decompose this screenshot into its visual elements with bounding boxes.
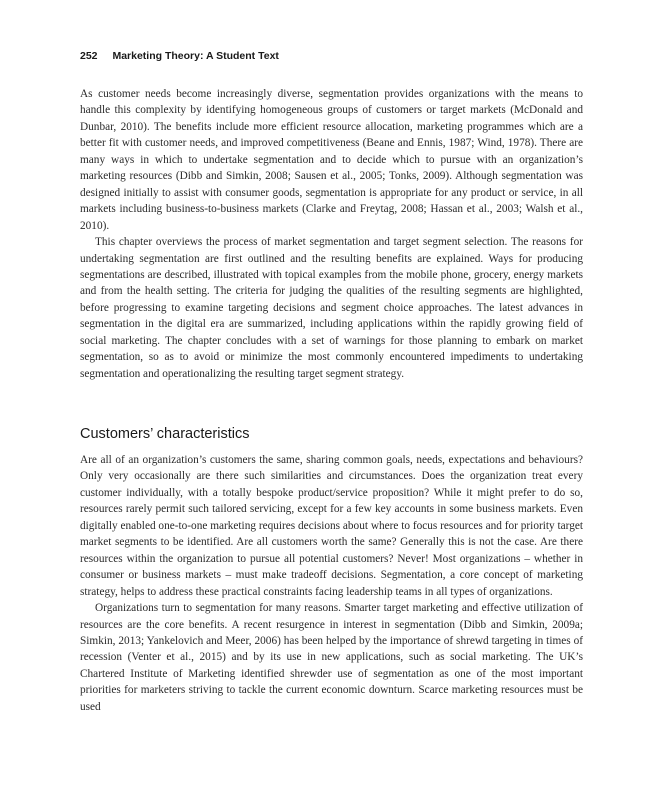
intro-paragraph: This chapter overviews the process of market segmentation and target segment selection. The reasons for undertaking segmentation are first outlined and the resulting benefits are explained. Ways for producing segmentations are described, illustrated with topical examples from the mobile phone, grocery, energy markets and from the health setting. The criteria for judging the qualities of the resulting segments are highlighted, before progressing to examine targeting decisions and segment choice approaches. The latest advances in segmentation in the digital era are summarized, including applications within the rapidly growing field of social marketing. The chapter concludes with a set of warnings for those planning to embark on market segmentation, so as to avoid or minimize the most commonly encountered impediments to undertaking segmentation and operationalizing the resulting target segment strategy. [80,236,583,380]
section-paragraph: Are all of an organization’s customers the same, sharing common goals, needs, expectations and behaviours? Only very occasionally are there such similarities and circumstances. Does the organization treat every customer individually, with a totally bespoke product/service proposition? While it might prefer to do so, resources rarely permit such tailored servicing, except for a few key accounts in some business markets. Even digitally enabled one-to-one marketing requires decisions about where to focus resources and for priority target market segments to be identified. Are all customers worth the same? Generally this is not the case. Are there resources within the organization to pursue all potential customers? Never! Most organizations – whether in consumer or business markets – must make tradeoff decisions. Segmentation, a core concept of marketing strategy, helps to address these practical constraints facing leadership teams in all types of organizations. [80,454,583,598]
book-title: Marketing Theory: A Student Text [112,50,279,62]
intro-paragraph: As customer needs become increasingly diverse, segmentation provides organizations with the means to handle this complexity by identifying homogeneous groups of customers or target markets (McDonald and Dunbar, 2010). The benefits include more efficient resource allocation, marketing programmes which are a better fit with customer needs, and improved competitiveness (Beane and Ennis, 1987; Wind, 1978). There are many ways in which to undertake segmentation and to decide which to pursue with an organization’s marketing resources (Dibb and Simkin, 2008; Sausen et al., 2005; Tonks, 2009). Although segmentation was designed initially to assist with consumer goods, segmentation is appropriate for any product or service, in all markets including business-to-business markets (Clarke and Freytag, 2008; Hassan et al., 2003; Walsh et al., 2010). [80,88,583,232]
running-header [80,50,279,62]
section-text-block [80,452,583,715]
section-paragraph: Organizations turn to segmentation for many reasons. Smarter target marketing and effective utilization of resources are the core benefits. A recent resurgence in interest in segmentation (Dibb and Simkin, 2009a; Simkin, 2013; Yankelovich and Meer, 2006) has been helped by the importance of shrewd targeting in times of recession (Venter et al., 2015) and by its use in new applications, such as social marketing. The UK’s Chartered Institute of Marketing identified shrewder use of segmentation as one of the most important priorities for marketers striving to tackle the current economic downturn. Scarce marketing resources must be used [80,602,583,713]
intro-text-block [80,86,583,382]
section-heading: Customers’ characteristics [80,426,250,442]
page-number: 252 [80,50,98,62]
